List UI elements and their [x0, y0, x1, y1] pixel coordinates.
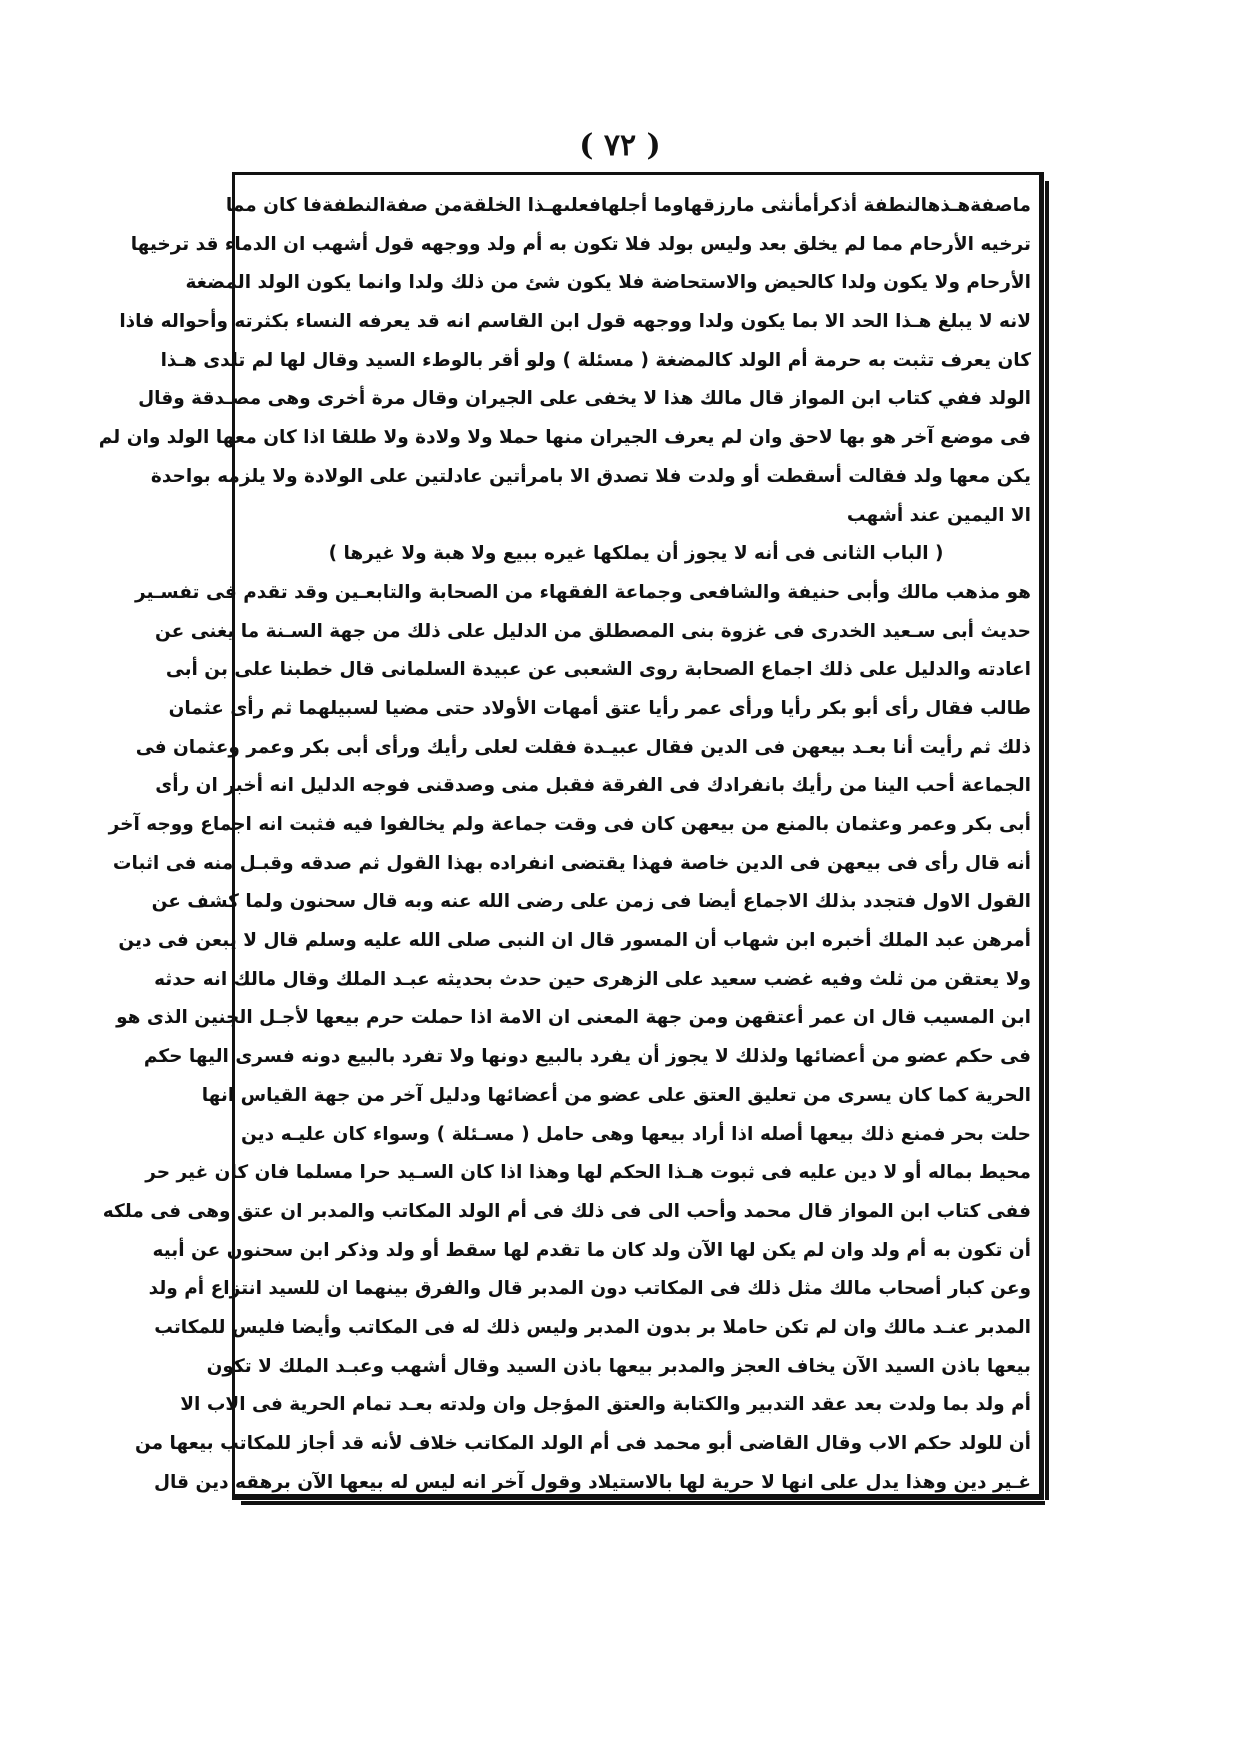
text-line: الحرية كما كان يسرى من تعليق العتق على عضو من أعضائها ودليل آخر من جهة القياس انها	[201, 1084, 1031, 1106]
text-line: ولا يعتقن من ثلث وفيه غضب سعيد على الزهرى حين حدث بحديثه عبـد الملك وقال مالك انه حدثه	[154, 968, 1031, 990]
text-line: أمرهن عبد الملك أخبره ابن شهاب أن المسور قال ان النبى صلى الله عليه وسلم قال لا يبعن فى دين	[118, 930, 1031, 952]
text-line: أن تكون به أم ولد وان لم يكن لها الآن ولد كان ما تقدم لها سقط أو ولد وذكر ابن سحنون عن أبيه	[152, 1239, 1031, 1261]
text-line: هو مذهب مالك وأبى حنيفة والشافعى وجماعة الفقهاء من الصحابة والتابعـين وقد تقدم فى تفسـير	[135, 581, 1031, 603]
text-line: أن للولد حكم الاب وقال القاضى أبو محمد فى أم الولد المكاتب خلاف لأنه قد أجاز للمكاتب بيعها من	[134, 1433, 1031, 1454]
text-line: أنه قال رأى فى بيعهن فى الدين خاصة فهذا يقتضى انفراده بهذا القول ثم صدقه وقبـل منه فى اثبات	[112, 852, 1031, 874]
text-line: أم ولد بما ولدت بعد عقد التدبير والكتابة والعتق المؤجل وان ولدته بعـد تمام الحرية فى الاب الا	[180, 1394, 1031, 1416]
text-line: حلت بحر فمنع ذلك بيعها أصله اذا أراد بيعها وهى حامل ( مسـئلة ) وسواء كان عليـه دين	[241, 1123, 1031, 1145]
text-line: فى موضع آخر هو بها لاحق وان لم يعرف الجيران منها حملا ولا ولادة ولا طلقا اذا كان معها الولد وان لم	[98, 427, 1031, 449]
text-line: المدبر عنـد مالك وان لم تكن حاملا بر بدون المدبر وليس ذلك له فى المكاتب وأيضا فليس للمكاتب	[154, 1316, 1031, 1338]
text-line: اعادته والدليل على ذلك اجماع الصحابة روى الشعبى عن عبيدة السلمانى قال خطبنا على بن أبى	[165, 659, 1031, 681]
text-line: كان يعرف تثبت به حرمة أم الولد كالمضغة ( مسئلة ) ولو أقر بالوطء السيد وقال لها لم تلدى هـذا	[160, 349, 1031, 371]
text-line: الأرحام ولا يكون ولدا كالحيض والاستحاضة فلا يكون شئ من ذلك ولدا وانما يكون الولد المضغة	[185, 272, 1031, 294]
text-line: بيعها باذن السيد الآن يخاف العجز والمدبر بيعها باذن السيد وقال أشهب وعبـد الملك لا تكون	[206, 1355, 1031, 1377]
text-body	[98, 187, 1031, 1493]
text-line: ترخيه الأرحام مما لم يخلق بعد وليس بولد فلا تكون به أم ولد ووجهه قول أشهب ان الدماء قد ترخيها	[130, 233, 1031, 255]
chapter-heading: ( الباب الثانى فى أنه لا يجوز أن يملكها غيره ببيع ولا هبة ولا غيرها )	[328, 543, 944, 565]
text-line: طالب فقال رأى أبو بكر رأيا ورأى عمر رأيا عتق أمهات الأولاد حتى مضيا لسبيلهما ثم رأى عثمان	[168, 697, 1031, 719]
text-line: ابن المسيب قال ان عمر أعتقهن ومن جهة المعنى ان الامة اذا حملت حرم بيعها لأجـل الجنين الذى هو	[116, 1007, 1031, 1029]
text-line: الا اليمين عند أشهب	[846, 504, 1031, 526]
text-line: غـير دين وهذا يدل على انها لا حرية لها بالاستيلاد وقول آخر انه ليس له بيعها الآن برهقه دين قال	[153, 1471, 1031, 1493]
text-line: القول الاول فتجدد بذلك الاجماع أيضا فى زمن على رضى الله عنه وبه قال سحنون ولما كشف عن	[151, 891, 1031, 913]
text-line: الولد ففي كتاب ابن المواز قال مالك هذا لا يخفى على الجيران وقال مرة أخرى وهى مصـدقة وقال	[138, 388, 1031, 410]
text-line: ففى كتاب ابن المواز قال محمد وأحب الى فى ذلك فى أم الولد المكاتب والمدبر ان عتق وهى فى ملكه	[102, 1200, 1031, 1222]
text-line: وعن كبار أصحاب مالك مثل ذلك فى المكاتب دون المدبر قال والفرق بينهما ان للسيد انتزاع أم ولد	[148, 1278, 1031, 1300]
text-line: ذلك ثم رأيت أنا بعـد بيعهن فى الدين فقال عبيـدة فقلت لعلى رأيك ورأى أبى بكر وعمر وعثمان فى	[135, 736, 1031, 758]
text-frame	[98, 172, 1044, 1500]
text-line: يكن معها ولد فقالت أسقطت أو ولدت فلا تصدق الا بامرأتين عادلتين على الولادة ولا يلزمه بواحدة	[150, 465, 1031, 487]
text-line: الجماعة أحب الينا من رأيك بانفرادك فى الفرقة فقبل منى وصدقنى فوجه الدليل انه أخبر ان رأى	[155, 775, 1031, 797]
text-line: فى حكم عضو من أعضائها ولذلك لا يجوز أن يفرد بالبيع دونها ولا تفرد بالبيع دونه فسرى اليها حكم	[143, 1046, 1031, 1068]
text-line: حديث أبى سـعيد الخدرى فى غزوة بنى المصطلق من الدليل على ذلك من جهة السـنة ما يغنى عن	[154, 620, 1031, 642]
text-line: ماصفةهـذهالنطفة أذكرأمأنثى مارزقهاوما أجلهافعلىهـذا الخلقةمن صفةالنطفةفا كان مما	[225, 195, 1031, 216]
text-line: محيط بماله أو لا دين عليه فى ثبوت هـذا الحكم لها وهذا اذا كان السـيد حرا مسلما فان كان غير حر	[145, 1162, 1031, 1184]
page-number: ( ٧٢ )	[579, 128, 661, 163]
text-line: لانه لا يبلغ هـذا الحد الا بما يكون ولدا ووجهه قول ابن القاسم انه قد يعرفه النساء بكثرته وأحواله فاذا	[119, 311, 1031, 333]
text-line: أبى بكر وعمر وعثمان بالمنع من بيعهن كان فى وقت جماعة ولم يخالفوا فيه فثبت انه اجماع ووجه آخر	[108, 814, 1031, 835]
